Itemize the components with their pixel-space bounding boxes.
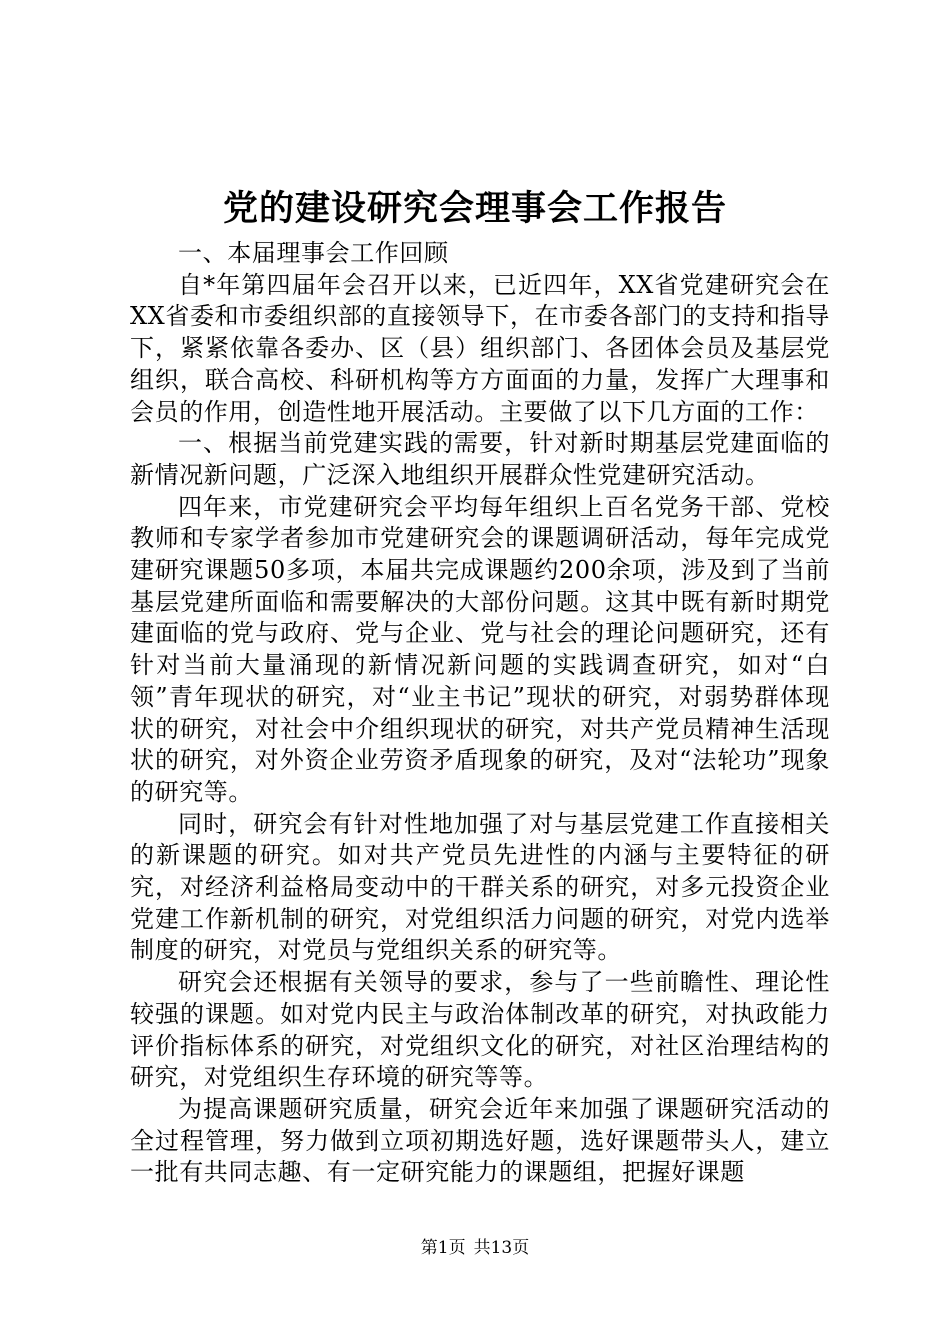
page-number: 第1页 bbox=[420, 1238, 466, 1258]
paragraph: 四年来，市党建研究会平均每年组织上百名党务干部、党校教师和专家学者参加市党建研究会的课题调研活动，每年完成党建研究课题50多项，本届共完成课题约200余项，涉及到了当前基层党建所面临和需要解决的大部份问题。这其中既有新时期党建面临的党与政府、党与企业、党与社会的理论问题研究，还有针对当前大量涌现的新情况新问题的实践调查研究，如对“白领”青年现状的研究，对“业主书记”现状的研究，对弱势群体现状的研究，对社会中介组织现状的研究，对共产党员精神生活现状的研究，对外资企业劳资矛盾现象的研究，及对“法轮功”现象的研究等。 bbox=[130, 492, 830, 806]
document-body bbox=[130, 238, 830, 1189]
document-title: 党的建设研究会理事会工作报告 bbox=[222, 188, 727, 229]
paragraph: 一、根据当前党建实践的需要，针对新时期基层党建面临的新情况新问题，广泛深入地组织开展群众性党建研究活动。 bbox=[130, 429, 830, 489]
page-footer bbox=[0, 1236, 950, 1260]
paragraph: 自*年第四届年会召开以来，已近四年，XX省党建研究会在XX省委和市委组织部的直接领导下，在市委各部门的支持和指导下，紧紧依靠各委办、区（县）组织部门、各团体会员及基层党组织，联合高校、科研机构等方方面面的力量，发挥广大理事和会员的作用，创造性地开展活动。主要做了以下几方面的工作： bbox=[130, 270, 830, 426]
page-total: 共13页 bbox=[473, 1238, 530, 1258]
paragraph: 为提高课题研究质量，研究会近年来加强了课题研究活动的全过程管理，努力做到立项初期选好题，选好课题带头人，建立一批有共同志趣、有一定研究能力的课题组，把握好课题 bbox=[130, 1094, 830, 1187]
paragraph: 同时，研究会有针对性地加强了对与基层党建工作直接相关的新课题的研究。如对共产党员先进性的内涵与主要特征的研究，对经济利益格局变动中的干群关系的研究，对多元投资企业党建工作新机制的研究，对党组织活力问题的研究，对党内选举制度的研究，对党员与党组织关系的研究等。 bbox=[130, 809, 830, 965]
section-heading: 一、本届理事会工作回顾 bbox=[178, 239, 449, 267]
paragraph: 研究会还根据有关领导的要求，参与了一些前瞻性、理论性较强的课题。如对党内民主与政治体制改革的研究，对执政能力评价指标体系的研究，对党组织文化的研究，对社区治理结构的研究，对党组织生存环境的研究等等。 bbox=[130, 968, 830, 1092]
